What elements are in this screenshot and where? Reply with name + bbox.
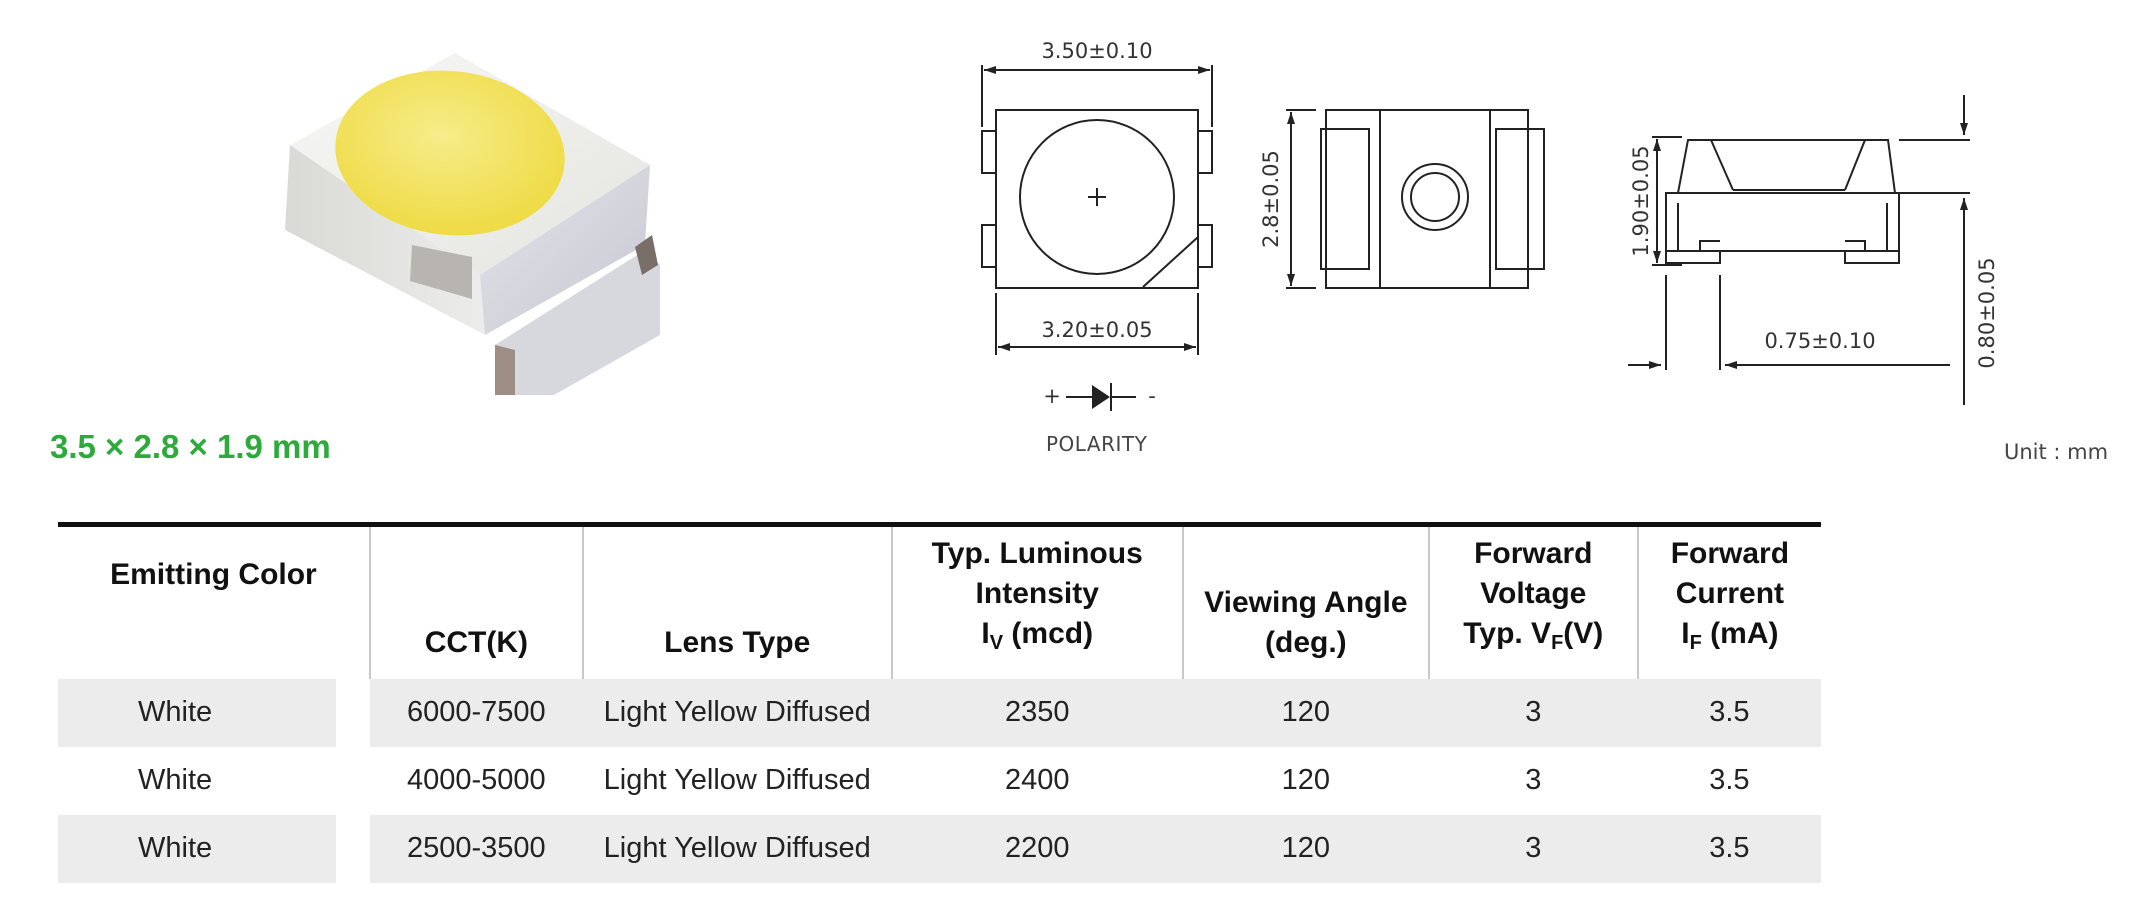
polarity-plus: + [1043,384,1061,408]
cell-angle: 120 [1183,747,1429,815]
unit-label: Unit : mm [2004,440,2109,464]
table-header-row [58,525,1821,679]
cell-vf: 3 [1429,679,1638,747]
cell-lens: Light Yellow Diffused [583,815,892,883]
table-row [58,679,1821,747]
cell-vf: 3 [1429,815,1638,883]
header-emitting-color: Emitting Color [110,558,317,591]
header-forward-current: Forward Current $I_F$ (mA) [1638,525,1821,679]
polarity-minus: - [1148,384,1156,408]
package-size-title: 3.5 × 2.8 × 1.9 mm [50,428,331,465]
cell-color: White [58,815,336,883]
cell-iv: 2400 [892,747,1183,815]
side-view-drawing [1628,95,1970,405]
bottom-view-drawing [1286,110,1544,288]
dim-lead-height: 0.80±0.05 [1975,257,1999,369]
cell-lens: Light Yellow Diffused [583,747,892,815]
cell-lens: Light Yellow Diffused [583,679,892,747]
led-product-photo [250,35,680,395]
cell-if: 3.5 [1638,679,1821,747]
cell-cct: 4000-5000 [370,747,583,815]
table-row [58,815,1821,883]
cell-vf: 3 [1429,747,1638,815]
header-lens-type: Lens Type [583,525,892,679]
cell-cct: 6000-7500 [370,679,583,747]
header-forward-voltage: Forward Voltage Typ. $V_F(V)$ [1429,525,1638,679]
spec-table [58,522,1821,883]
cell-if: 3.5 [1638,747,1821,815]
cell-cct: 2500-3500 [370,815,583,883]
cell-color: White [58,747,336,815]
table-row [58,747,1821,815]
dim-lead-length: 0.75±0.10 [1764,329,1876,353]
top-view-drawing [982,65,1212,355]
header-viewing-angle: Viewing Angle (deg.) [1183,525,1429,679]
dim-top-width: 3.50±0.10 [1041,39,1153,63]
dimension-drawings [960,25,2020,465]
header-luminous-intensity: Typ. Luminous Intensity $I_V$ (mcd) [892,525,1183,679]
header-cct: CCT(K) [370,525,583,679]
cell-iv: 2350 [892,679,1183,747]
cell-angle: 120 [1183,815,1429,883]
dim-bottom-width: 3.20±0.05 [1041,318,1153,342]
polarity-label: POLARITY [1046,432,1148,456]
cell-angle: 120 [1183,679,1429,747]
dim-height: 2.8±0.05 [1259,150,1283,248]
cell-color: White [58,679,336,747]
cell-if: 3.5 [1638,815,1821,883]
dim-side-height: 1.90±0.05 [1629,145,1653,257]
cell-iv: 2200 [892,815,1183,883]
